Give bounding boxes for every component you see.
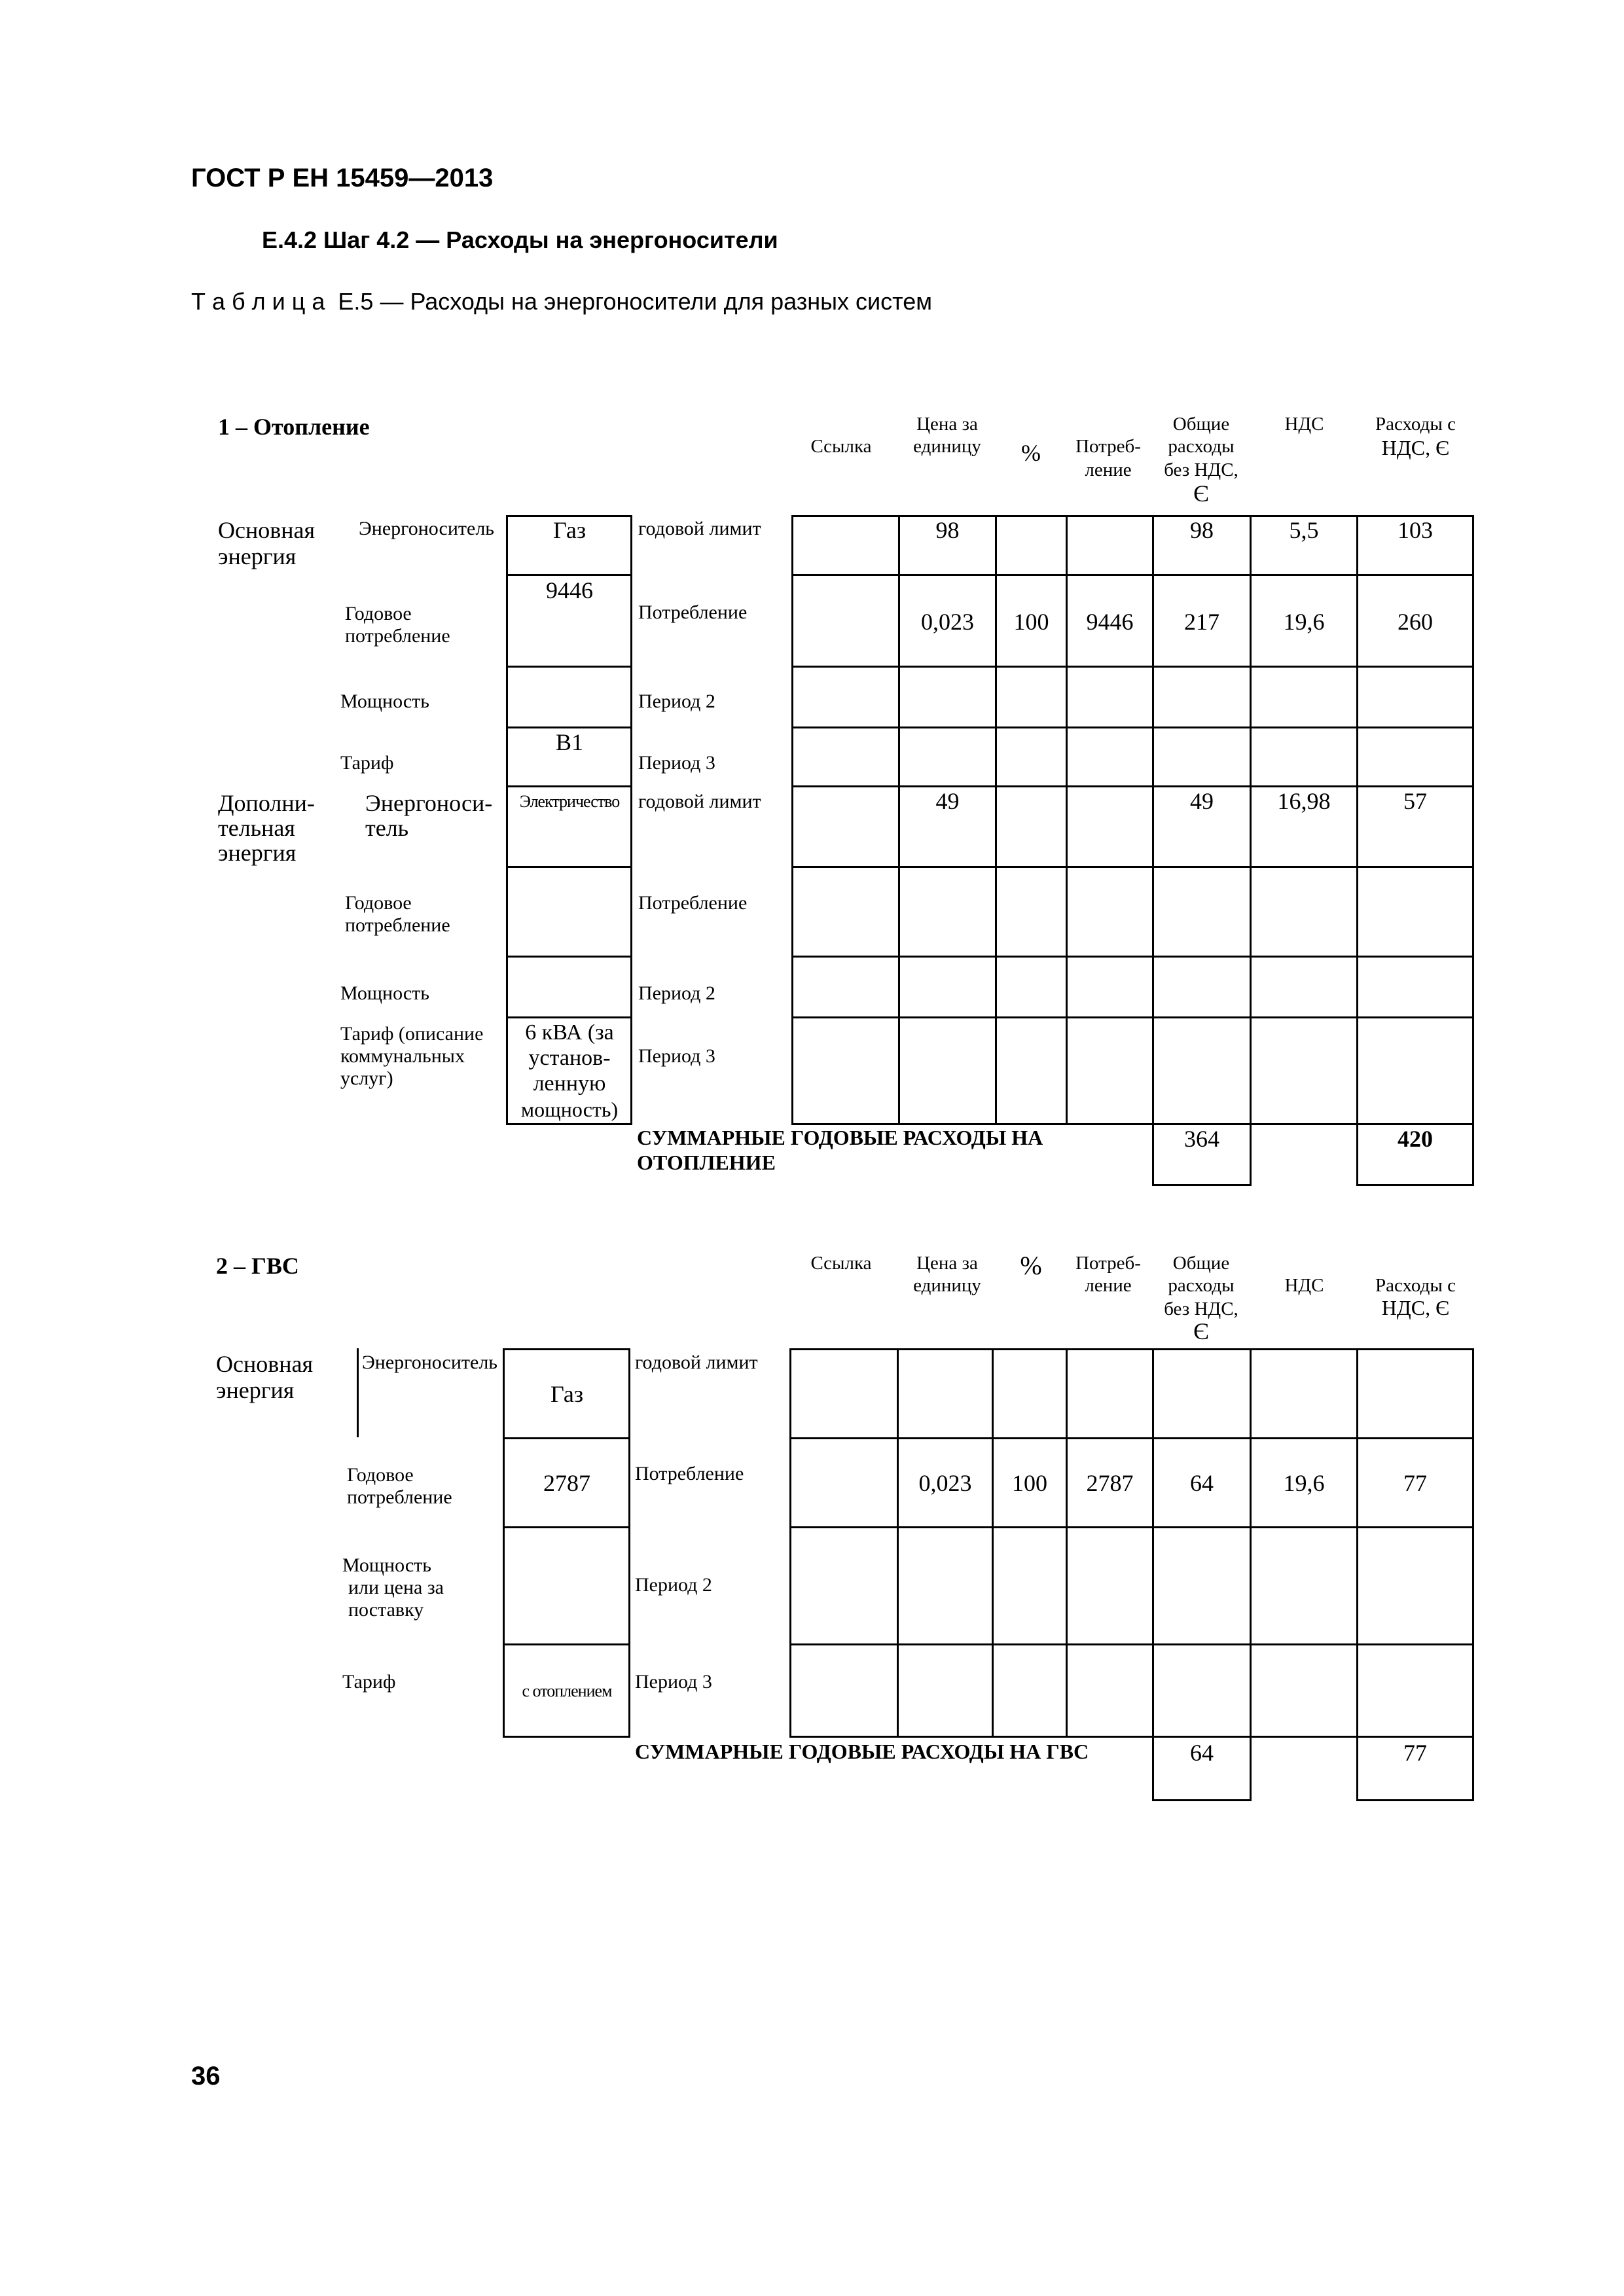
- dhw-title: 2 – ГВС: [216, 1253, 299, 1279]
- heating-lbl-carrier2-2: тель: [365, 815, 409, 841]
- dhw-sum-label: СУММАРНЫЕ ГОДОВЫЕ РАСХОДЫ НА ГВС: [635, 1740, 1089, 1763]
- col-with-vat-2: НДС, Є: [1381, 436, 1450, 459]
- heating-sum-total: 364: [1184, 1126, 1219, 1152]
- dhw-lbl-tariff: Тариф: [342, 1671, 396, 1693]
- heating-r2-cons: 9446: [1086, 609, 1134, 635]
- heating-sum-label-1: СУММАРНЫЕ ГОДОВЫЕ РАСХОДЫ НА: [637, 1126, 1043, 1149]
- dhw-sum-with-vat: 77: [1403, 1740, 1427, 1766]
- dhw-sum-total: 64: [1190, 1740, 1214, 1766]
- heating-lbl-power: Мощность: [340, 691, 429, 712]
- dhw-row-annual-limit: годовой лимит: [635, 1352, 758, 1373]
- dhw-col-total-3: без НДС,: [1164, 1299, 1238, 1319]
- heating-r5-vat: 16,98: [1277, 788, 1331, 814]
- heating-lbl-annual2-2: потребление: [345, 914, 450, 936]
- col-total-4: Є: [1193, 480, 1209, 507]
- heating-val-tariff2-1: 6 кВА (за: [525, 1020, 614, 1045]
- heating-row-period2b: Период 2: [638, 982, 715, 1004]
- dhw-lbl-power-2: или цена за: [348, 1577, 444, 1598]
- heating-annual2-box: [506, 866, 632, 958]
- heating-r1-total: 98: [1190, 517, 1214, 543]
- dhw-lbl-power-3: поставку: [348, 1599, 424, 1621]
- col-cons-1: Потреб-: [1075, 436, 1141, 457]
- heating-r5-price: 49: [935, 788, 960, 814]
- dhw-lbl-annual-1: Годовое: [347, 1464, 414, 1486]
- heating-r2-with-vat: 260: [1398, 609, 1433, 635]
- heating-lbl-tariff2-2: коммунальных: [340, 1045, 465, 1067]
- dhw-r2-cons: 2787: [1086, 1470, 1134, 1496]
- dhw-main-energy-2: энергия: [216, 1377, 295, 1403]
- heating-power-box: [506, 666, 632, 728]
- heating-val-tariff2-4: мощность): [520, 1098, 619, 1121]
- doc-code: ГОСТ Р ЕН 15459—2013: [191, 164, 494, 192]
- dhw-r2-with-vat: 77: [1403, 1470, 1427, 1496]
- dhw-row-period3: Период 3: [635, 1671, 712, 1693]
- dhw-col-price-2: единицу: [913, 1275, 981, 1296]
- heating-r1-price: 98: [935, 517, 960, 543]
- heating-sum-label-2: ОТОПЛЕНИЕ: [637, 1151, 776, 1174]
- heating-row-annual-limit: годовой лимит: [638, 518, 761, 539]
- col-total-1: Общие: [1172, 414, 1230, 435]
- dhw-lbl-power-1: Мощность: [342, 1554, 431, 1576]
- heating-val-carrier: Газ: [552, 517, 586, 543]
- heating-r5-total: 49: [1190, 788, 1214, 814]
- dhw-r2-price: 0,023: [918, 1470, 972, 1496]
- heating-r5-with-vat: 57: [1403, 788, 1427, 814]
- heating-lbl-tariff2-3: услуг): [340, 1067, 393, 1089]
- dhw-label-divider: [357, 1348, 359, 1437]
- dhw-col-cons-2: ление: [1085, 1275, 1132, 1296]
- heating-lbl-tariff2-1: Тариф (описание: [340, 1023, 484, 1045]
- heating-row-period2: Период 2: [638, 691, 715, 712]
- table-caption: Т а б л и ц а Е.5 — Расходы на энергоносители для разных систем: [191, 288, 932, 315]
- dhw-col-total-4: Є: [1193, 1318, 1209, 1344]
- heating-row-period3: Период 3: [638, 752, 715, 774]
- heating-val-annual: 9446: [546, 577, 593, 603]
- heating-lbl-annual-1: Годовое: [345, 603, 412, 624]
- heating-power2-box: [506, 956, 632, 1018]
- dhw-row-period2: Период 2: [635, 1574, 712, 1596]
- dhw-col-price-1: Цена за: [916, 1253, 978, 1274]
- heating-title: 1 – Отопление: [218, 414, 370, 440]
- heating-val-tariff: B1: [555, 729, 583, 755]
- heating-lbl-carrier2-1: Энергоноси-: [365, 790, 493, 816]
- heating-lbl-carrier: Энергоноситель: [359, 518, 494, 539]
- heating-r2-total: 217: [1184, 609, 1219, 635]
- heating-row-annual-limit2: годовой лимит: [638, 791, 761, 812]
- heating-row-consumption: Потребление: [638, 601, 748, 623]
- dhw-power-box: [503, 1526, 630, 1645]
- col-price-2: единицу: [913, 436, 981, 457]
- heating-sum-with-vat: 420: [1398, 1126, 1433, 1152]
- dhw-val-carrier: Газ: [550, 1381, 584, 1407]
- heating-val-carrier2: Электричество: [519, 792, 620, 811]
- dhw-col-pct: %: [1020, 1251, 1042, 1280]
- heating-val-tariff2-3: ленную: [533, 1071, 606, 1096]
- dhw-r2-pct: 100: [1012, 1470, 1047, 1496]
- col-price-1: Цена за: [916, 414, 978, 435]
- dhw-val-annual: 2787: [543, 1470, 590, 1496]
- dhw-col-ref: Ссылка: [810, 1253, 872, 1274]
- heating-row-consumption2: Потребление: [638, 892, 748, 914]
- heating-row-period3b: Период 3: [638, 1045, 715, 1067]
- dhw-col-cons-1: Потреб-: [1075, 1253, 1141, 1274]
- dhw-lbl-annual-2: потребление: [347, 1486, 452, 1508]
- dhw-row-consumption: Потребление: [635, 1463, 744, 1484]
- col-total-2: расходы: [1168, 436, 1235, 457]
- heating-add-energy-2: тельная: [218, 815, 295, 841]
- heating-lbl-power2: Мощность: [340, 982, 429, 1004]
- dhw-main-energy-1: Основная: [216, 1351, 314, 1377]
- heating-r2-price: 0,023: [921, 609, 974, 635]
- heating-val-tariff2-2: установ-: [528, 1046, 611, 1070]
- dhw-col-with-vat-2: НДС, Є: [1381, 1296, 1450, 1319]
- heating-r2-vat: 19,6: [1283, 609, 1325, 635]
- heating-lbl-annual-2: потребление: [345, 625, 450, 647]
- dhw-r2-vat: 19,6: [1283, 1470, 1325, 1496]
- dhw-lbl-carrier: Энергоноситель: [362, 1352, 497, 1373]
- section-title: Е.4.2 Шаг 4.2 — Расходы на энергоносители: [262, 226, 778, 253]
- col-ref: Ссылка: [810, 436, 872, 457]
- heating-main-energy-1: Основная: [218, 517, 316, 543]
- col-total-3: без НДС,: [1164, 459, 1238, 480]
- col-with-vat-1: Расходы с: [1375, 414, 1456, 435]
- col-pct: %: [1021, 440, 1041, 466]
- heating-r1-vat: 5,5: [1289, 517, 1319, 543]
- col-vat: НДС: [1284, 414, 1324, 435]
- heating-add-energy-1: Дополни-: [218, 790, 315, 816]
- heating-lbl-tariff: Тариф: [340, 752, 394, 774]
- heating-r1-with-vat: 103: [1398, 517, 1433, 543]
- dhw-col-vat: НДС: [1284, 1275, 1324, 1296]
- dhw-r2-total: 64: [1190, 1470, 1214, 1496]
- heating-lbl-annual2-1: Годовое: [345, 892, 412, 914]
- page-number: 36: [191, 2062, 221, 2090]
- dhw-val-tariff: с отоплением: [522, 1681, 612, 1700]
- col-cons-2: ление: [1085, 459, 1132, 480]
- dhw-col-with-vat-1: Расходы с: [1375, 1275, 1456, 1296]
- heating-main-energy-2: энергия: [218, 543, 297, 569]
- heating-r2-pct: 100: [1013, 609, 1049, 635]
- dhw-col-total-2: расходы: [1168, 1275, 1235, 1296]
- heating-add-energy-3: энергия: [218, 840, 297, 866]
- dhw-col-total-1: Общие: [1172, 1253, 1230, 1274]
